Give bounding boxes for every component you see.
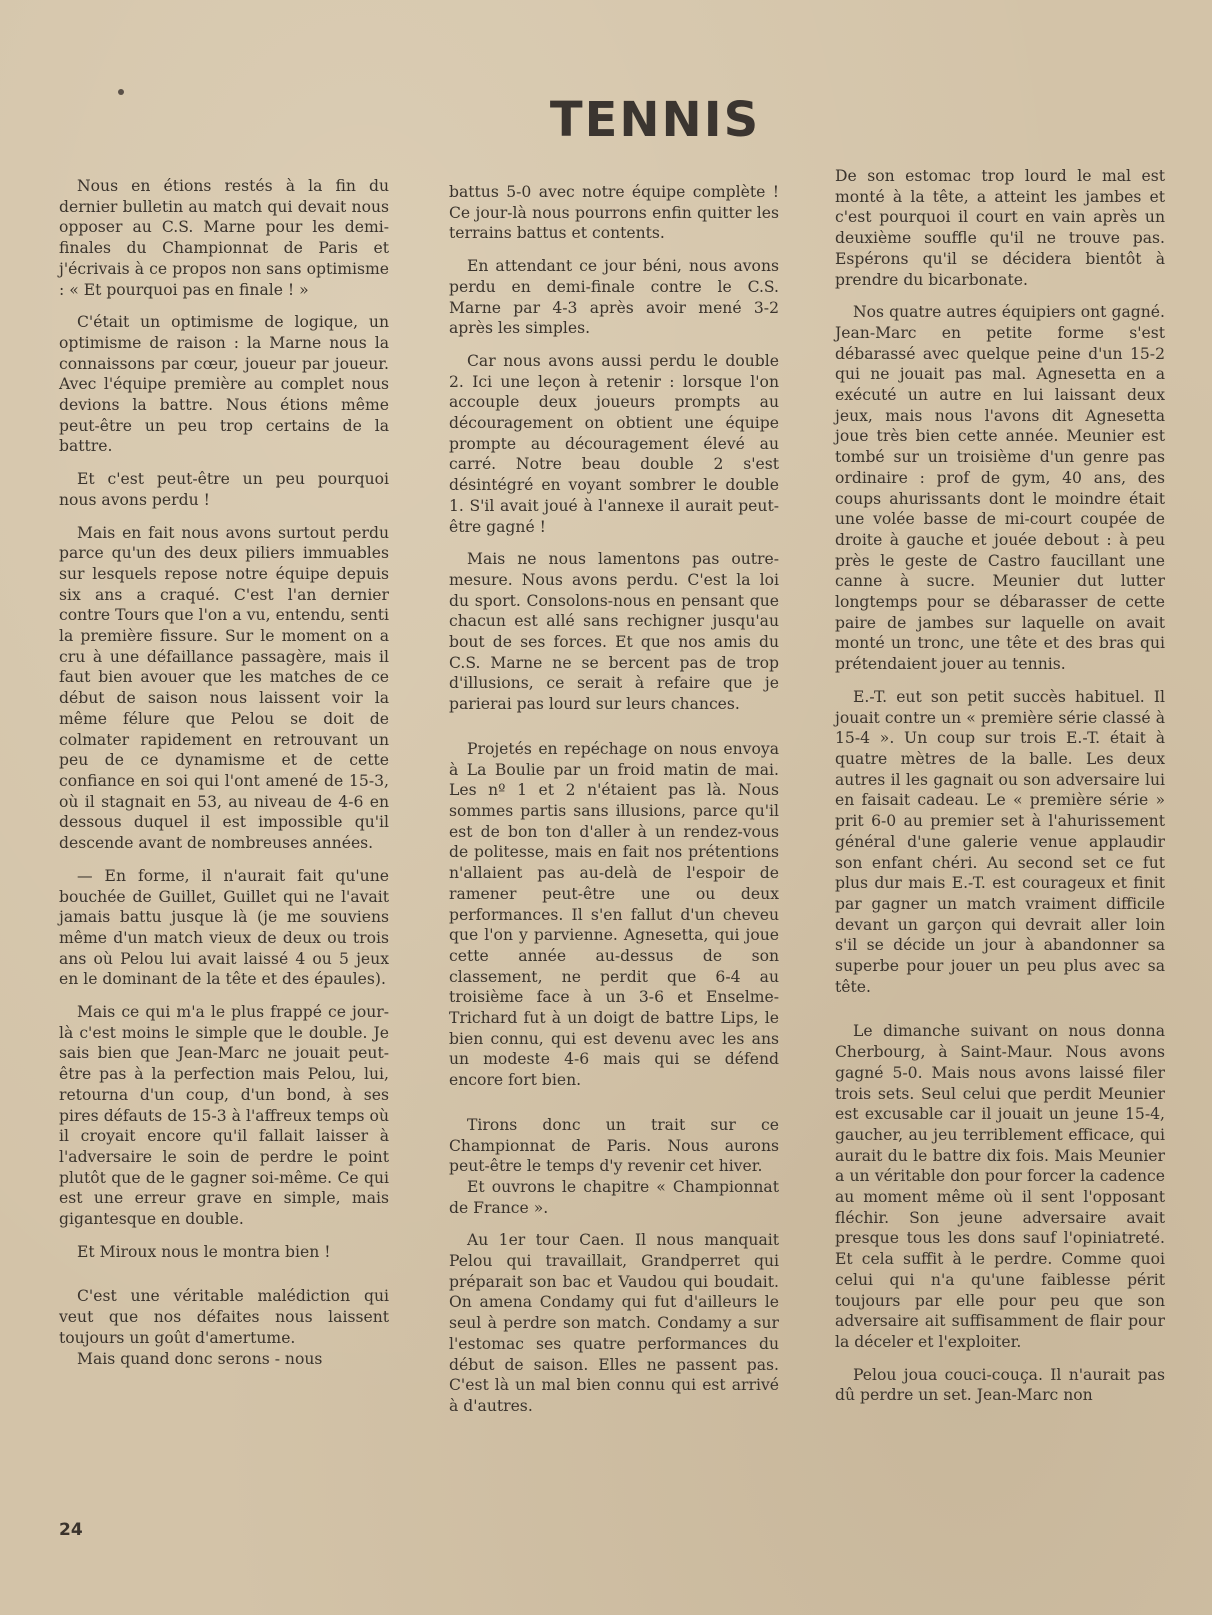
paragraph: De son estomac trop lourd le mal est monté à la tête, a atteint les jambes et c'est pourquoi il court en vain après un deuxième souffle qu'il ne trouve pas. Espérons qu'il se décidera bientôt à prendre du bicarbonate. <box>835 167 1165 289</box>
text-column-3 <box>835 166 1165 1418</box>
paragraph: Au 1er tour Caen. Il nous manquait Pelou qui travaillait, Grandperret qui préparait son bac et Vaudou qui boudait. On amena Condamy qui fut d'ailleurs le seul à perdre son match. Condamy a sur l'estomac ses quatre performances du début de saison. Elles ne passent pas. C'est là un mal bien connu qui est arrivé à d'autres. <box>449 1231 779 1415</box>
paragraph: En attendant ce jour béni, nous avons perdu en demi-finale contre le C.S. Marne par 4-3 après avoir mené 3-2 après les simples. <box>449 257 779 338</box>
paragraph: Car nous avons aussi perdu le double 2. Ici une leçon à retenir : lorsque l'on accouple deux joueurs prompts au découragement on obtient une équipe prompte au découragement élevé au carré. Notre beau double 2 s'est désintégré en voyant sombrer le double 1. S'il avait joué à l'annexe il aurait peut-être gagné ! <box>449 351 779 536</box>
paragraph: Pelou joua couci-couça. Il n'aurait pas dû perdre un set. Jean-Marc non <box>835 1365 1165 1405</box>
article-title: TENNIS <box>549 92 761 148</box>
paragraph: Mais quand donc serons - nous <box>77 1349 323 1368</box>
page-number: 24 <box>59 1520 83 1540</box>
paragraph: Projetés en repéchage on nous envoya à La Boulie par un froid matin de mai. Les nº 1 et 2 n'étaient pas là. Nous sommes partis sans illusions, parce qu'il est de bon ton d'aller à un rendez-vous de politesse, mais en fait nos prétentions n'allaient pas au-delà de l'espoir de ramener peut-être une ou deux performances. Il s'en fallut d'un cheveu que l'on y parvienne. Agnesetta, qui joue cette année au-dessus de son classement, ne perdit que 6-4 au troisième face à un 3-6 et Enselme-Trichard fut à un doigt de battre Lips, le bien connu, qui est devenu avec les ans un modeste 4-6 mais qui se défend encore fort bien. <box>449 739 779 1090</box>
paragraph: Et c'est peut-être un peu pourquoi nous avons perdu ! <box>59 470 389 509</box>
text-column-2 <box>449 182 779 1429</box>
paragraph: Et ouvrons le chapitre « Championnat de France ». <box>449 1177 779 1217</box>
paragraph: E.-T. eut son petit succès habituel. Il jouait contre un « première série classé à 15-4 ». Un coup sur trois E.-T. était à quatre mètres de la balle. Les deux autres il les gagnait ou son adversaire lui en faisait cadeau. Le « première série » prit 6-0 au premier set à l'ahurissement général d'une galerie venue applaudir son enfant chéri. Au second set ce fut plus dur mais E.-T. est courageux et finit par gagner un match vraiment difficile devant un garçon qui devrait aller loin s'il se décide un jour à abandonner sa superbe pour jouer un peu plus avec sa tête. <box>835 687 1165 996</box>
paragraph: Tirons donc un trait sur ce Championnat de Paris. Nous aurons peut-être le temps d'y revenir cet hiver. <box>449 1115 779 1176</box>
paragraph: battus 5-0 avec notre équipe complète ! Ce jour-là nous pourrons enfin quitter les terrains battus et contents. <box>449 183 779 243</box>
paragraph: Nos quatre autres équipiers ont gagné. Jean-Marc en petite forme s'est débarassé avec quelque peine d'un 15-2 qui ne jouait pas mal. Agnesetta en a exécuté un autre en lui laissant deux jeux, mais nous l'avons dit Agnesetta joue très bien cette année. Meunier est tombé sur un troisième d'un genre pas ordinaire : prof de gym, 40 ans, des coups ahurissants dont le moindre était une volée basse de mi-court coupée de droite à gauche et jouée debout : à peu près le geste de Castro faucillant une canne à sucre. Meunier dut lutter longtemps pour se débarasser de cette paire de jambes sur laquelle on avait monté un tronc, une tête et des bras qui prétendaient jouer au tennis. <box>835 303 1165 674</box>
paragraph: Nous en étions restés à la fin du dernier bulletin au match qui devait nous opposer au C.S. Marne pour les demi-finales du Championnat de Paris et j'écrivais à ce propos non sans optimisme : « Et pourquoi pas en finale ! » <box>59 177 389 299</box>
paragraph: C'était un optimisme de logique, un optimisme de raison : la Marne nous la connaissons par cœur, joueur par joueur. Avec l'équipe première au complet nous devions la battre. Nous étions même peut-être un peu trop certains de la battre. <box>59 313 389 456</box>
paragraph: C'est une véritable malédiction qui veut que nos défaites nous laissent toujours un goût d'amertume. <box>59 1287 389 1347</box>
paragraph: Mais en fait nous avons surtout perdu parce qu'un des deux piliers immuables sur lesquels repose notre équipe depuis six ans a craqué. C'est l'an dernier contre Tours que l'on a vu, entendu, senti la première fissure. Sur le moment on a cru à une défaillance passagère, mais il faut bien avouer que les matches de ce début de saison nous laissent voir la même félure que Pelou se doit de colmater rapidement en retrouvant un peu de ce dynamisme et de cette confiance en soi qui l'ont amené de 15-3, où il stagnait en 53, au niveau de 4-6 en dessous duquel il est impossible qu'il descende avant de nombreuses années. <box>59 523 389 853</box>
paragraph: — En forme, il n'aurait fait qu'une bouchée de Guillet, Guillet qui ne l'avait jamais battu jusque là (je me souviens même d'un match vieux de deux ou trois ans où Pelou lui avait laissé 4 ou 5 jeux en le dominant de la tête et des épaules). <box>59 866 389 989</box>
paragraph: Et Miroux nous le montra bien ! <box>77 1242 331 1261</box>
paragraph: Le dimanche suivant on nous donna Cherbourg, à Saint-Maur. Nous avons gagné 5-0. Mais nous avons laissé filer trois sets. Seul celui que perdit Meunier est excusable car il jouait un jeune 15-4, gaucher, au jeu terriblement efficace, qui aurait du le battre dix fois. Mais Meunier a un véritable don pour forcer la cadence au moment même où il sent l'opposant fléchir. Son jeune adversaire avait presque tous les dons sauf l'opiniatreté. Et cela suffit à le perdre. Comme quoi celui qui n'a qu'une faiblesse périt toujours par elle pour peu que son adversaire ait suffisamment de flair pour la déceler et l'exploiter. <box>835 1022 1165 1351</box>
paragraph: Mais ce qui m'a le plus frappé ce jour-là c'est moins le simple que le double. Je sais bien que Jean-Marc ne jouait peut-être pas à la perfection mais Pelou, lui, retourna d'un coup, d'un bond, à ses pires défauts de 15-3 à l'affreux temps où il croyait encore qu'il fallait laisser à l'adversaire le soin de perdre le point plutôt que de le gagner soi-même. Ce qui est une erreur grave en simple, mais gigantesque en double. <box>59 1003 389 1229</box>
text-column-1 <box>59 176 389 1381</box>
paragraph: Mais ne nous lamentons pas outre-mesure. Nous avons perdu. C'est la loi du sport. Consolons-nous en pensant que chacun est allé sans rechigner jusqu'au bout de ses forces. Et que nos amis du C.S. Marne ne se bercent pas de trop d'illusions, ce serait à refaire que je parierai pas lourd sur leurs chances. <box>449 550 779 714</box>
